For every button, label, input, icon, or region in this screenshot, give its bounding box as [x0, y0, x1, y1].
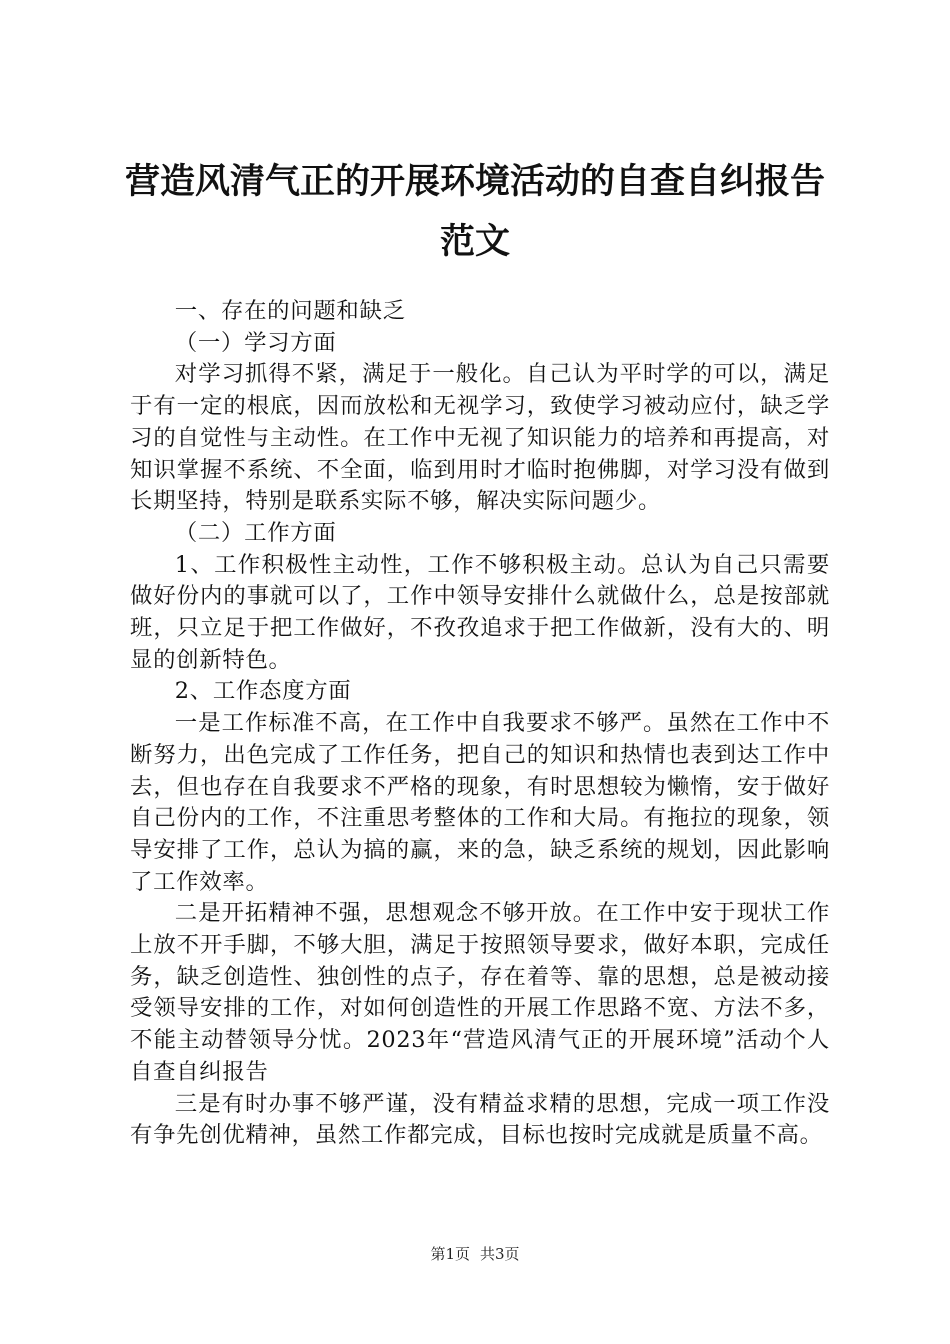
paragraph-attitude-1: 一是工作标准不高，在工作中自我要求不够严。虽然在工作中不断努力，出色完成了工作任务，把自己的知识和热情也表到达工作中去，但也存在自我要求不严格的现象，有时思想较为懒惰，安于做好自己份内的工作，不注重思考整体的工作和大局。有拖拉的现象，领导安排了工作，总认为搞的赢，来的急，缺乏系统的规划，因此影响了工作效率。 [130, 710, 830, 895]
paragraph-study: 对学习抓得不紧，满足于一般化。自己认为平时学的可以，满足于有一定的根底，因而放松和无视学习，致使学习被动应付，缺乏学习的自觉性与主动性。在工作中无视了知识能力的培养和再提高，对知识掌握不系统、不全面，临到用时才临时抱佛脚，对学习没有做到长期坚持，特别是联系实际不够，解决实际问题少。 [130, 361, 830, 515]
subsection-heading-attitude: 2、工作态度方面 [174, 678, 352, 705]
subsection-heading-study: （一）学习方面 [174, 329, 337, 356]
paragraph-attitude-2: 二是开拓精神不强，思想观念不够开放。在工作中安于现状工作上放不开手脚，不够大胆，满足于按照领导要求，做好本职，完成任务，缺乏创造性、独创性的点子，存在着等、靠的思想，总是被动接受领导安排的工作，对如何创造性的开展工作思路不宽、方法不多，不能主动替领导分忧。2023年“营造风清气正的开展环境”活动个人自查自纠报告 [130, 900, 830, 1085]
section-heading-problems: 一、存在的问题和缺乏 [174, 298, 406, 324]
document-title-line-1: 营造风清气正的开展环境活动的自查自纠报告 [124, 162, 825, 202]
paragraph-attitude-3: 三是有时办事不够严谨，没有精益求精的思想，完成一项工作没有争先创优精神，虽然工作都完成，目标也按时完成就是质量不高。 [130, 1090, 830, 1149]
page-number-total: 共3页 [480, 1245, 520, 1263]
paragraph-work-initiative: 1、工作积极性主动性，工作不够积极主动。总认为自己只需要做好份内的事就可以了，工作中领导安排什么就做什么，总是按部就班，只立足于把工作做好，不孜孜追求于把工作做新，没有大的、明显的创新特色。 [130, 551, 830, 673]
subsection-heading-work: （二）工作方面 [174, 519, 337, 546]
document-title-line-2: 范文 [439, 222, 510, 262]
page-number-current: 第1页 [430, 1245, 470, 1263]
document-body [130, 296, 830, 1152]
page-footer [0, 1244, 950, 1264]
